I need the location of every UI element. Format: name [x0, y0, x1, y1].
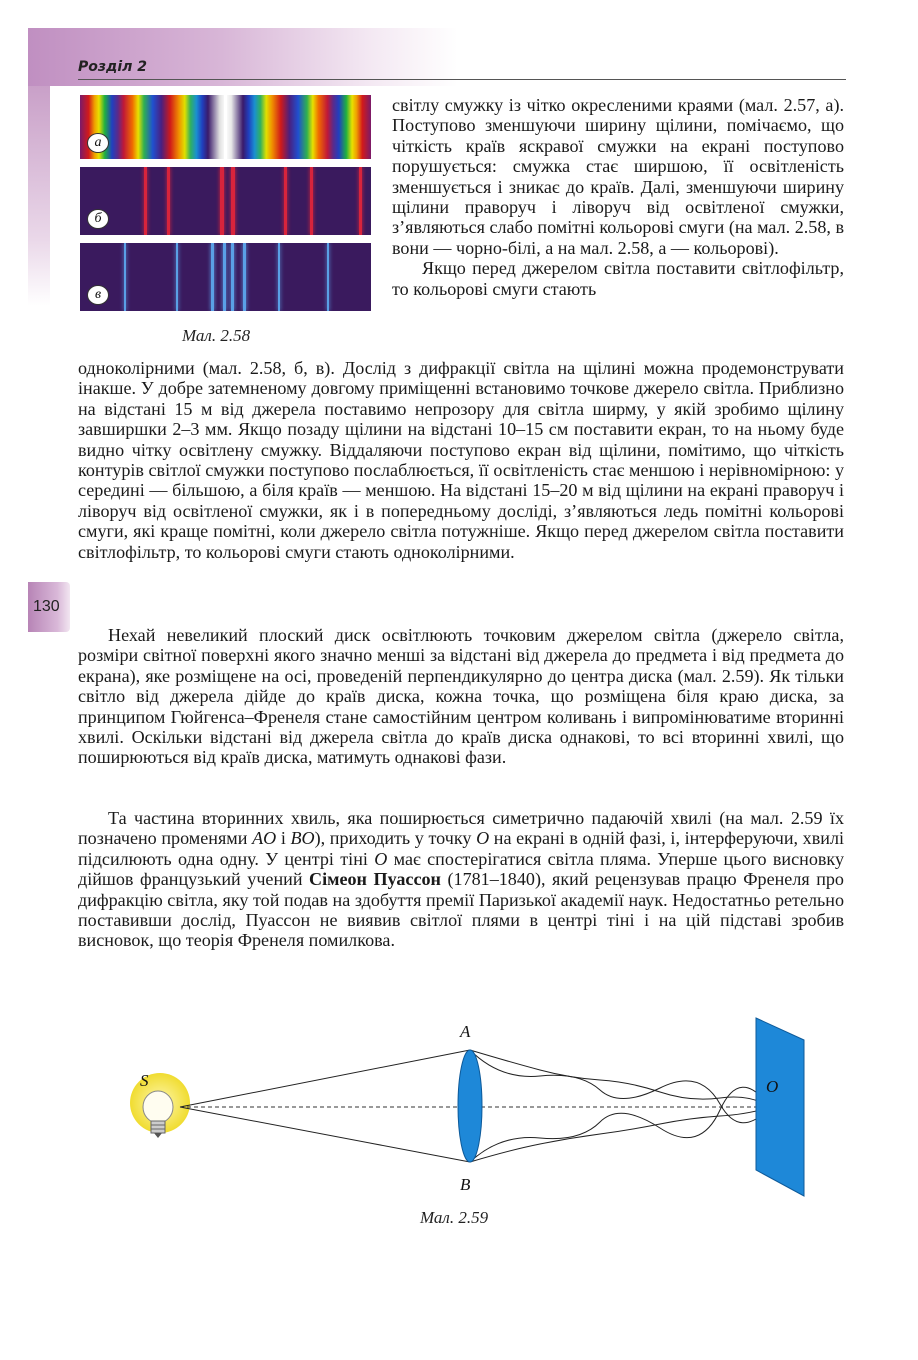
text-span: (1781–1840), який рецензував працю Френеля про дифракцію світла, яку той подав на здобуття премії Паризької академії наук. Недостатньо ретельно поставивши дослід, Пуассон не виявив світлої плями в центрі тіні і на цій підставі зробив висновок, що теорія Френеля помилкова.: [78, 869, 844, 951]
blue-fringe-line: [243, 243, 246, 311]
red-fringe-line: [310, 167, 313, 235]
blue-fringe-line: [231, 243, 234, 311]
blue-fringe-line: [176, 243, 178, 311]
point-o-ref: O: [476, 828, 490, 849]
red-fringe-line: [220, 167, 224, 235]
point-o-ref: O: [374, 848, 388, 869]
screen: [756, 1018, 804, 1196]
wave-b-1: [470, 1107, 770, 1162]
blue-fringe-line: [278, 243, 280, 311]
figure-2-58: [80, 95, 371, 319]
text-span: Та частина вторинних хвиль, яка поширюється симетрично падаючій хвилі (на мал. 2.59 їх позначено променями: [78, 808, 844, 849]
light-bulb-icon: [130, 1073, 190, 1138]
poisson-name: Сімеон Пуассон: [309, 869, 441, 890]
spectrum-panel-b: [80, 167, 371, 235]
right-paragraph-2: Якщо перед джерелом світла поставити світлофільтр, то кольорові смуги стають: [392, 258, 844, 299]
ray-to-a: [180, 1050, 470, 1107]
paragraph-disk: Нехай невеликий плоский диск освітлюють точковим джерелом світла (джерело світла, розміри світної поверхні якого значно менші за відстані від джерела до предмета і від предмета до екрана), яке розміщене на осі, проведеній перпендикулярно до центра диска (мал. 2.59). Як тільки світло від джерела дійде до країв диска, кожна точка, що розміщена біля краю диска, за принципом Гюйгенса–Френеля стане самостійним центром коливань і випромінюватиме вторинні хвилі. Оскільки відстані від джерела світла до країв диска однакові, то всі вторинні хвилі, що поширюються від країв диска, матимуть однакові фази.: [78, 625, 844, 768]
panel-label-a: а: [87, 133, 109, 153]
red-fringe-line: [167, 167, 170, 235]
red-fringe-line: [144, 167, 147, 235]
spectrum-panel-c: [80, 243, 371, 311]
blue-fringe-line: [327, 243, 329, 311]
blue-fringe-line: [211, 243, 214, 311]
right-column-text: [392, 95, 844, 299]
text-span: ), приходить у точку: [314, 828, 477, 849]
text-span: на екрані в одній фазі, і, інтерферуючи, хвилі підсилюють одна одну. У центрі тіні: [78, 828, 845, 869]
page-number: 130: [33, 598, 60, 615]
label-s: S: [140, 1071, 149, 1090]
red-fringe-line: [359, 167, 362, 235]
label-a: A: [460, 1022, 471, 1041]
red-fringe-line: [231, 167, 235, 235]
wave-a-2: [470, 1050, 770, 1123]
blue-fringe-line: [223, 243, 226, 311]
side-band: [28, 86, 50, 306]
section-label: Розділ 2: [78, 59, 147, 75]
label-o: O: [766, 1077, 779, 1096]
header-rule: [78, 79, 846, 80]
paragraph-continuation: одноколірними (мал. 2.58, б, в). Дослід з дифракції світла на щілині можна продемонструвати інакше. У добре затемненому довгому приміщенні встановимо точкове джерело світла. Приблизно на відстані 15 м від джерела поставимо непрозору для світла ширму, у якій зробимо щілину завширшки 2–3 мм. Якщо позаду щілини на відстані 10–15 см поставити екран, то на ньому буде видно чітку освітлену смужку. Віддаляючи поступово екран від щілини, помітимо, що чіткість контурів світлої смужки поступово послаблюється, її освітленість стає меншою і нерівномірною: у середині — більшою, а біля країв — меншою. На відстані 15–20 м від щілини на екрані праворуч і ліворуч від освітленої смужки, як і в попередньому досліді, з’являються ледь помітні кольорові смуги, які краще помітні, коли джерело світла потужніше. Якщо перед джерелом світла поставити світлофільтр, то кольорові смуги стають одноколірними.: [78, 358, 844, 562]
spectrum-panel-a: [80, 95, 371, 159]
blue-fringe-line: [124, 243, 126, 311]
panel-label-c: в: [87, 285, 109, 305]
figure-2-58-caption: Мал. 2.58: [182, 326, 251, 345]
body-paragraph-3: [78, 808, 844, 951]
paragraph-poisson: [78, 808, 844, 951]
ray-bo-ref: BO: [290, 828, 315, 849]
ray-ao-ref: AO: [252, 828, 277, 849]
header-band: [28, 28, 458, 86]
red-fringe-line: [284, 167, 287, 235]
right-paragraph-1: світлу смужку із чітко окресленими краями (мал. 2.57, а). Поступово зменшуючи ширину щілини, помічаємо, що чіткість країв яскравої смужки на екрані поступово порушується: смужка стає ширшою, її освітленість зменшується і зникає до країв. Далі, зменшуючи ширину щілини праворуч і ліворуч від освітленої смужки, з’являються слабо помітні кольорові смуги (на мал. 2.58, в вони — чорно-білі, а на мал. 2.58, а — кольорові).: [392, 95, 844, 258]
panel-label-b: б: [87, 209, 109, 229]
ray-to-b: [180, 1107, 470, 1162]
label-b: B: [460, 1175, 471, 1194]
body-paragraph-2: [78, 625, 844, 768]
figure-2-59-caption: Мал. 2.59: [420, 1208, 489, 1227]
figure-2-59: [120, 1010, 820, 1200]
text-span: і: [276, 828, 291, 849]
central-white-band: [224, 95, 227, 159]
disk: [458, 1050, 482, 1162]
body-paragraph-1: [78, 358, 844, 562]
text-span: має спостерігатися світла пляма. Уперше цього висновку дійшов французький учений: [78, 848, 844, 890]
